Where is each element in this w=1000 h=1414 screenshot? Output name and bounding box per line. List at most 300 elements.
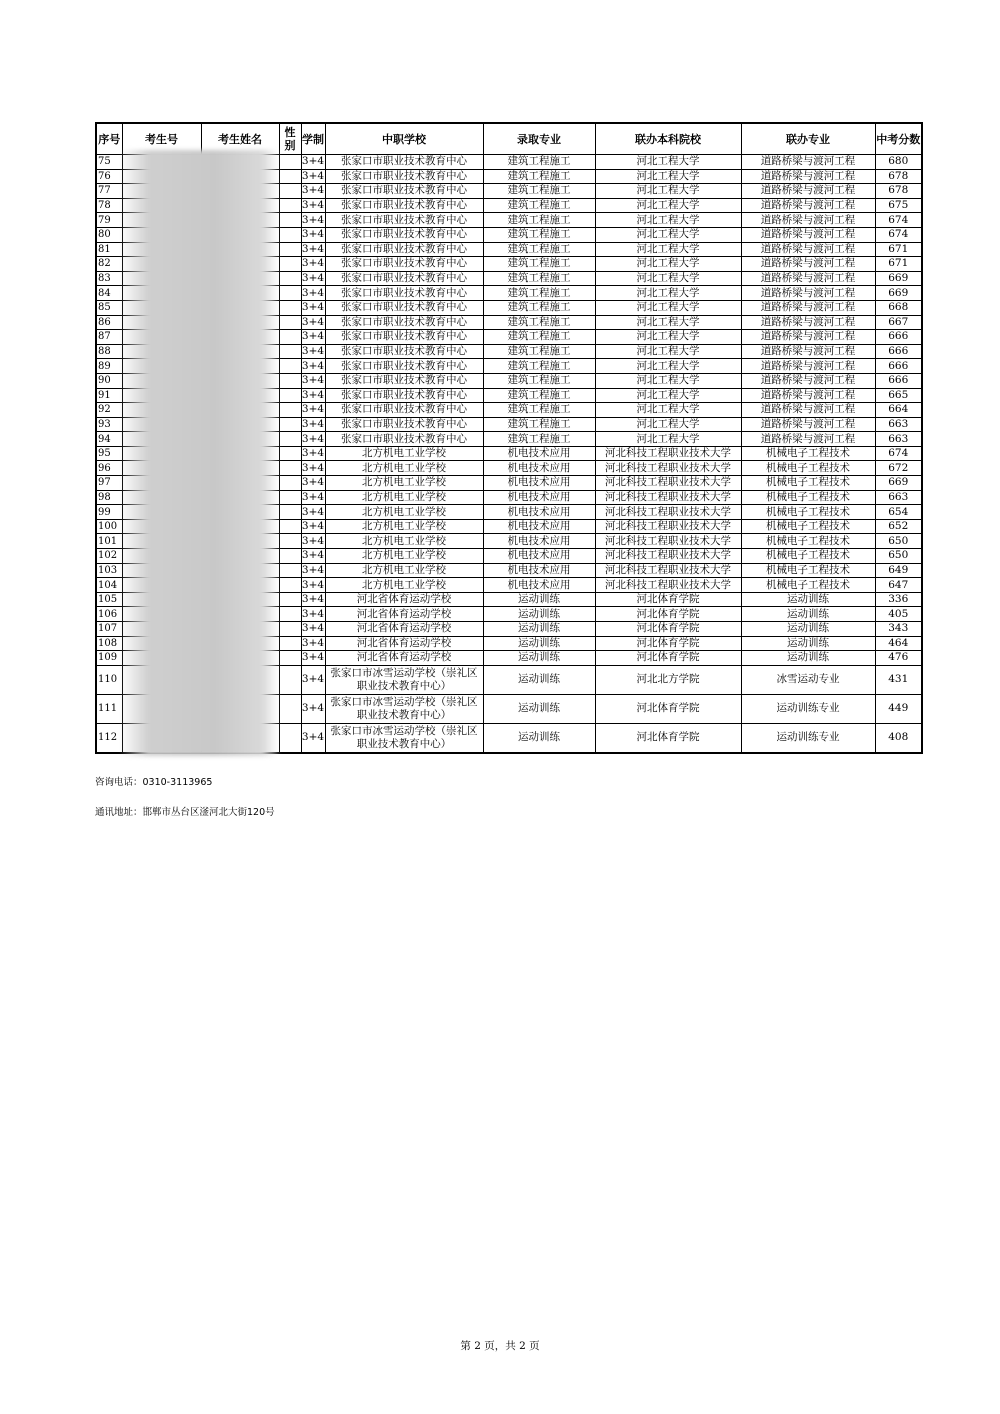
table-cell: 671	[875, 257, 922, 272]
table-cell: 道路桥梁与渡河工程	[741, 403, 875, 418]
table-cell: 河北工程大学	[595, 271, 741, 286]
table-cell: 机械电子工程技术	[741, 461, 875, 476]
header-cell: 中考分数	[875, 123, 922, 155]
table-cell: 机电技术应用	[483, 549, 595, 564]
table-cell: 3+4	[301, 286, 325, 299]
table-cell: 河北科技工程职业技术大学	[595, 490, 741, 505]
table-cell: 112	[96, 723, 122, 753]
table-cell: 河北工程大学	[595, 227, 741, 242]
table-cell: 机械电子工程技术	[741, 476, 875, 491]
table-cell: 运动训练	[483, 651, 595, 666]
table-cell: 张家口市职业技术教育中心	[325, 388, 483, 403]
table-cell: 98	[96, 490, 122, 505]
table-cell: 111	[96, 694, 122, 723]
table-cell: 408	[875, 723, 922, 753]
table-cell: 机械电子工程技术	[741, 578, 875, 593]
table-cell: 3+4	[301, 301, 325, 314]
table-cell: 476	[875, 651, 922, 666]
table-cell	[279, 446, 301, 461]
table-cell: 张家口市冰雪运动学校（崇礼区职业技术教育中心）	[325, 723, 483, 753]
table-cell: 75	[96, 155, 122, 170]
table-cell: 机电技术应用	[483, 505, 595, 520]
table-cell: 建筑工程施工	[483, 359, 595, 374]
table-cell: 674	[875, 227, 922, 242]
table-cell: 100	[96, 519, 122, 534]
table-cell: 3+4	[301, 694, 325, 723]
table-cell: 道路桥梁与渡河工程	[741, 155, 875, 170]
table-cell: 北方机电工业学校	[325, 534, 483, 549]
table-cell: 674	[875, 213, 922, 228]
table-cell	[279, 344, 301, 359]
table-cell: 650	[875, 549, 922, 564]
table-cell: 张家口市职业技术教育中心	[325, 227, 483, 242]
table-cell: 666	[875, 359, 922, 374]
table-cell: 机电技术应用	[483, 519, 595, 534]
table-cell: 672	[875, 461, 922, 476]
table-cell	[279, 169, 301, 184]
table-cell: 建筑工程施工	[483, 286, 595, 301]
table-cell: 道路桥梁与渡河工程	[741, 169, 875, 184]
table-cell: 道路桥梁与渡河工程	[741, 184, 875, 199]
table-cell: 建筑工程施工	[483, 169, 595, 184]
table-cell: 336	[875, 592, 922, 607]
table-cell: 405	[875, 607, 922, 622]
table-cell: 678	[875, 184, 922, 199]
table-cell: 北方机电工业学校	[325, 578, 483, 593]
table-cell: 河北工程大学	[595, 257, 741, 272]
table-cell	[279, 519, 301, 534]
table-cell: 机电技术应用	[483, 476, 595, 491]
table-cell: 3+4	[301, 155, 325, 168]
header-cell: 联办本科院校	[595, 123, 741, 155]
table-cell: 河北科技工程职业技术大学	[595, 505, 741, 520]
table-cell: 109	[96, 651, 122, 666]
table-cell: 道路桥梁与渡河工程	[741, 213, 875, 228]
table-cell	[279, 723, 301, 753]
table-cell	[279, 592, 301, 607]
table-cell: 663	[875, 490, 922, 505]
table-cell: 河北科技工程职业技术大学	[595, 446, 741, 461]
table-cell: 建筑工程施工	[483, 330, 595, 345]
table-cell	[279, 461, 301, 476]
table-cell: 建筑工程施工	[483, 432, 595, 447]
table-cell	[279, 505, 301, 520]
table-cell: 河北工程大学	[595, 359, 741, 374]
table-cell: 河北省体育运动学校	[325, 607, 483, 622]
table-cell: 河北省体育运动学校	[325, 622, 483, 637]
table-cell	[279, 476, 301, 491]
table-cell: 664	[875, 403, 922, 418]
table-cell: 河北科技工程职业技术大学	[595, 578, 741, 593]
header-cell: 学制	[301, 123, 325, 155]
table-cell	[279, 257, 301, 272]
table-cell: 机械电子工程技术	[741, 446, 875, 461]
table-cell: 河北科技工程职业技术大学	[595, 476, 741, 491]
table-cell	[279, 359, 301, 374]
table-cell: 87	[96, 330, 122, 345]
table-cell: 3+4	[301, 665, 325, 694]
table-cell: 3+4	[301, 490, 325, 503]
table-cell: 机电技术应用	[483, 534, 595, 549]
table-cell: 河北体育学院	[595, 622, 741, 637]
table-cell: 北方机电工业学校	[325, 446, 483, 461]
table-cell: 343	[875, 622, 922, 637]
table-cell: 建筑工程施工	[483, 300, 595, 315]
header-cell: 性别	[279, 123, 301, 155]
table-cell: 河北工程大学	[595, 198, 741, 213]
table-cell: 建筑工程施工	[483, 155, 595, 170]
table-cell: 道路桥梁与渡河工程	[741, 330, 875, 345]
table-cell	[279, 636, 301, 651]
table-cell	[279, 432, 301, 447]
table-cell: 河北工程大学	[595, 213, 741, 228]
table-cell: 建筑工程施工	[483, 388, 595, 403]
table-cell: 机电技术应用	[483, 461, 595, 476]
table-cell: 96	[96, 461, 122, 476]
table-cell: 103	[96, 563, 122, 578]
table-cell: 80	[96, 227, 122, 242]
table-cell: 河北省体育运动学校	[325, 651, 483, 666]
table-cell: 3+4	[301, 723, 325, 753]
table-cell: 3+4	[301, 476, 325, 489]
table-cell: 河北体育学院	[595, 636, 741, 651]
table-cell	[279, 665, 301, 694]
table-cell: 建筑工程施工	[483, 227, 595, 242]
table-cell: 669	[875, 286, 922, 301]
table-cell: 机械电子工程技术	[741, 490, 875, 505]
table-cell: 河北体育学院	[595, 694, 741, 723]
table-cell	[279, 578, 301, 593]
table-cell: 666	[875, 330, 922, 345]
table-cell: 90	[96, 373, 122, 388]
table-cell: 机械电子工程技术	[741, 549, 875, 564]
table-cell: 3+4	[301, 345, 325, 358]
table-cell: 建筑工程施工	[483, 213, 595, 228]
table-cell: 张家口市职业技术教育中心	[325, 315, 483, 330]
table-cell: 张家口市职业技术教育中心	[325, 155, 483, 170]
table-cell	[279, 213, 301, 228]
table-cell: 河北工程大学	[595, 373, 741, 388]
table-cell	[279, 607, 301, 622]
table-cell: 93	[96, 417, 122, 432]
table-cell: 3+4	[301, 549, 325, 562]
table-cell: 河北省体育运动学校	[325, 636, 483, 651]
table-cell: 河北工程大学	[595, 403, 741, 418]
table-cell: 3+4	[301, 593, 325, 606]
table-cell: 106	[96, 607, 122, 622]
header-cell: 联办专业	[741, 123, 875, 155]
table-cell	[279, 563, 301, 578]
table-cell: 河北北方学院	[595, 665, 741, 694]
table-cell: 671	[875, 242, 922, 257]
table-cell: 道路桥梁与渡河工程	[741, 432, 875, 447]
table-cell: 张家口市职业技术教育中心	[325, 257, 483, 272]
table-cell: 76	[96, 169, 122, 184]
table-cell: 河北科技工程职业技术大学	[595, 519, 741, 534]
table-cell: 78	[96, 198, 122, 213]
table-cell: 95	[96, 446, 122, 461]
table-cell: 河北工程大学	[595, 184, 741, 199]
table-cell: 3+4	[301, 563, 325, 576]
table-cell: 张家口市职业技术教育中心	[325, 169, 483, 184]
table-cell: 张家口市职业技术教育中心	[325, 300, 483, 315]
table-cell: 97	[96, 476, 122, 491]
table-cell: 3+4	[301, 432, 325, 445]
table-cell: 运动训练	[483, 694, 595, 723]
table-cell: 河北工程大学	[595, 330, 741, 345]
table-cell: 河北工程大学	[595, 388, 741, 403]
table-cell: 3+4	[301, 505, 325, 518]
table-cell: 647	[875, 578, 922, 593]
header-cell: 考生号	[122, 123, 201, 155]
table-cell: 河北科技工程职业技术大学	[595, 534, 741, 549]
table-cell: 北方机电工业学校	[325, 519, 483, 534]
table-cell: 652	[875, 519, 922, 534]
table-cell: 建筑工程施工	[483, 257, 595, 272]
table-cell: 张家口市职业技术教育中心	[325, 359, 483, 374]
table-cell: 机械电子工程技术	[741, 519, 875, 534]
table-cell: 河北工程大学	[595, 242, 741, 257]
table-cell: 机电技术应用	[483, 578, 595, 593]
table-cell: 运动训练	[483, 636, 595, 651]
table-cell: 建筑工程施工	[483, 198, 595, 213]
table-cell	[279, 373, 301, 388]
table-cell: 464	[875, 636, 922, 651]
table-cell: 运动训练	[741, 651, 875, 666]
table-cell: 3+4	[301, 272, 325, 285]
table-cell: 建筑工程施工	[483, 271, 595, 286]
table-cell	[279, 271, 301, 286]
table-cell: 张家口市冰雪运动学校（崇礼区职业技术教育中心）	[325, 665, 483, 694]
table-cell: 86	[96, 315, 122, 330]
table-cell: 机电技术应用	[483, 563, 595, 578]
table-cell: 机械电子工程技术	[741, 563, 875, 578]
table-cell: 107	[96, 622, 122, 637]
table-cell: 道路桥梁与渡河工程	[741, 271, 875, 286]
table-cell: 3+4	[301, 169, 325, 182]
table-cell: 张家口市冰雪运动学校（崇礼区职业技术教育中心）	[325, 694, 483, 723]
table-cell: 河北工程大学	[595, 300, 741, 315]
table-cell: 运动训练	[483, 723, 595, 753]
contact-address: 通讯地址：邯郸市丛台区滏河北大街120号	[95, 807, 275, 818]
redaction-blur	[120, 150, 278, 756]
table-cell: 667	[875, 315, 922, 330]
table-cell: 张家口市职业技术教育中心	[325, 198, 483, 213]
table-cell: 3+4	[301, 257, 325, 270]
table-cell: 431	[875, 665, 922, 694]
table-cell	[279, 490, 301, 505]
table-cell: 675	[875, 198, 922, 213]
table-cell: 3+4	[301, 607, 325, 620]
table-cell: 3+4	[301, 388, 325, 401]
table-cell: 运动训练	[483, 665, 595, 694]
table-cell	[279, 388, 301, 403]
table-cell: 北方机电工业学校	[325, 563, 483, 578]
table-cell: 88	[96, 344, 122, 359]
table-cell: 678	[875, 169, 922, 184]
table-cell: 3+4	[301, 213, 325, 226]
table-cell: 运动训练	[483, 607, 595, 622]
table-cell: 83	[96, 271, 122, 286]
page-footer: 第 2 页，共 2 页	[460, 1340, 540, 1352]
table-cell: 85	[96, 300, 122, 315]
table-cell: 河北工程大学	[595, 344, 741, 359]
table-cell: 河北科技工程职业技术大学	[595, 461, 741, 476]
table-cell: 建筑工程施工	[483, 315, 595, 330]
table-cell: 665	[875, 388, 922, 403]
header-cell: 序号	[96, 123, 122, 155]
table-cell: 河北体育学院	[595, 592, 741, 607]
table-cell: 张家口市职业技术教育中心	[325, 403, 483, 418]
table-cell: 94	[96, 432, 122, 447]
table-cell: 张家口市职业技术教育中心	[325, 184, 483, 199]
table-cell: 北方机电工业学校	[325, 490, 483, 505]
table-cell: 张家口市职业技术教育中心	[325, 373, 483, 388]
table-cell: 669	[875, 271, 922, 286]
table-cell: 3+4	[301, 636, 325, 649]
table-cell: 3+4	[301, 228, 325, 241]
table-cell: 建筑工程施工	[483, 184, 595, 199]
table-cell: 3+4	[301, 651, 325, 664]
table-cell: 680	[875, 155, 922, 170]
table-cell: 道路桥梁与渡河工程	[741, 373, 875, 388]
table-cell: 84	[96, 286, 122, 301]
table-cell: 3+4	[301, 534, 325, 547]
table-cell: 663	[875, 432, 922, 447]
table-cell	[279, 651, 301, 666]
table-cell: 建筑工程施工	[483, 417, 595, 432]
table-cell: 建筑工程施工	[483, 242, 595, 257]
table-cell: 3+4	[301, 447, 325, 460]
table-cell: 3+4	[301, 359, 325, 372]
table-cell	[279, 286, 301, 301]
table-cell: 666	[875, 373, 922, 388]
table-cell: 道路桥梁与渡河工程	[741, 242, 875, 257]
table-cell: 669	[875, 476, 922, 491]
table-cell: 运动训练	[741, 607, 875, 622]
table-cell: 道路桥梁与渡河工程	[741, 257, 875, 272]
table-cell: 3+4	[301, 330, 325, 343]
table-cell: 666	[875, 344, 922, 359]
table-cell	[279, 694, 301, 723]
table-cell: 张家口市职业技术教育中心	[325, 432, 483, 447]
table-cell: 张家口市职业技术教育中心	[325, 242, 483, 257]
table-cell: 河北体育学院	[595, 723, 741, 753]
contact-phone: 咨询电话：0310-3113965	[95, 777, 213, 788]
table-cell: 99	[96, 505, 122, 520]
table-cell: 3+4	[301, 461, 325, 474]
table-cell	[279, 198, 301, 213]
table-cell: 3+4	[301, 578, 325, 591]
table-cell: 运动训练	[741, 592, 875, 607]
table-cell	[279, 417, 301, 432]
table-cell: 101	[96, 534, 122, 549]
table-cell: 运动训练	[483, 622, 595, 637]
table-cell: 运动训练专业	[741, 694, 875, 723]
table-cell: 3+4	[301, 374, 325, 387]
table-cell: 运动训练	[741, 636, 875, 651]
table-cell: 668	[875, 300, 922, 315]
table-cell	[279, 300, 301, 315]
table-cell: 道路桥梁与渡河工程	[741, 344, 875, 359]
table-cell: 449	[875, 694, 922, 723]
table-cell	[279, 534, 301, 549]
table-cell	[279, 184, 301, 199]
table-cell: 河北省体育运动学校	[325, 592, 483, 607]
table-cell: 77	[96, 184, 122, 199]
table-cell: 河北工程大学	[595, 169, 741, 184]
table-cell	[279, 330, 301, 345]
table-cell: 650	[875, 534, 922, 549]
table-cell: 冰雪运动专业	[741, 665, 875, 694]
table-cell: 建筑工程施工	[483, 344, 595, 359]
table-cell: 104	[96, 578, 122, 593]
table-cell	[279, 155, 301, 170]
table-cell: 3+4	[301, 417, 325, 430]
table-cell: 道路桥梁与渡河工程	[741, 286, 875, 301]
table-cell: 108	[96, 636, 122, 651]
table-cell: 运动训练	[483, 592, 595, 607]
table-cell	[279, 242, 301, 257]
table-cell: 北方机电工业学校	[325, 549, 483, 564]
table-cell: 河北工程大学	[595, 315, 741, 330]
header-cell: 考生姓名	[201, 123, 279, 155]
table-cell: 道路桥梁与渡河工程	[741, 227, 875, 242]
table-cell: 79	[96, 213, 122, 228]
table-cell: 91	[96, 388, 122, 403]
table-cell: 道路桥梁与渡河工程	[741, 388, 875, 403]
table-cell: 110	[96, 665, 122, 694]
table-cell: 张家口市职业技术教育中心	[325, 330, 483, 345]
table-cell: 河北科技工程职业技术大学	[595, 549, 741, 564]
table-cell: 机械电子工程技术	[741, 534, 875, 549]
table-cell: 102	[96, 549, 122, 564]
table-cell	[279, 549, 301, 564]
table-cell: 3+4	[301, 403, 325, 416]
table-cell: 649	[875, 563, 922, 578]
table-cell: 建筑工程施工	[483, 403, 595, 418]
table-cell: 机械电子工程技术	[741, 505, 875, 520]
table-cell: 运动训练专业	[741, 723, 875, 753]
table-cell: 3+4	[301, 242, 325, 255]
table-cell: 道路桥梁与渡河工程	[741, 359, 875, 374]
table-cell: 张家口市职业技术教育中心	[325, 344, 483, 359]
table-cell: 张家口市职业技术教育中心	[325, 417, 483, 432]
table-cell: 654	[875, 505, 922, 520]
table-cell: 机电技术应用	[483, 490, 595, 505]
table-cell: 道路桥梁与渡河工程	[741, 300, 875, 315]
table-cell: 674	[875, 446, 922, 461]
table-cell: 663	[875, 417, 922, 432]
header-cell: 中职学校	[325, 123, 483, 155]
table-cell: 道路桥梁与渡河工程	[741, 315, 875, 330]
table-cell: 河北工程大学	[595, 432, 741, 447]
table-cell: 3+4	[301, 315, 325, 328]
table-cell: 运动训练	[741, 622, 875, 637]
table-cell: 89	[96, 359, 122, 374]
table-cell	[279, 315, 301, 330]
table-cell: 北方机电工业学校	[325, 505, 483, 520]
table-cell: 北方机电工业学校	[325, 461, 483, 476]
table-cell: 河北体育学院	[595, 651, 741, 666]
table-cell	[279, 403, 301, 418]
header-cell: 录取专业	[483, 123, 595, 155]
table-cell	[279, 622, 301, 637]
table-cell: 机电技术应用	[483, 446, 595, 461]
table-cell: 北方机电工业学校	[325, 476, 483, 491]
table-cell: 82	[96, 257, 122, 272]
table-cell	[279, 227, 301, 242]
